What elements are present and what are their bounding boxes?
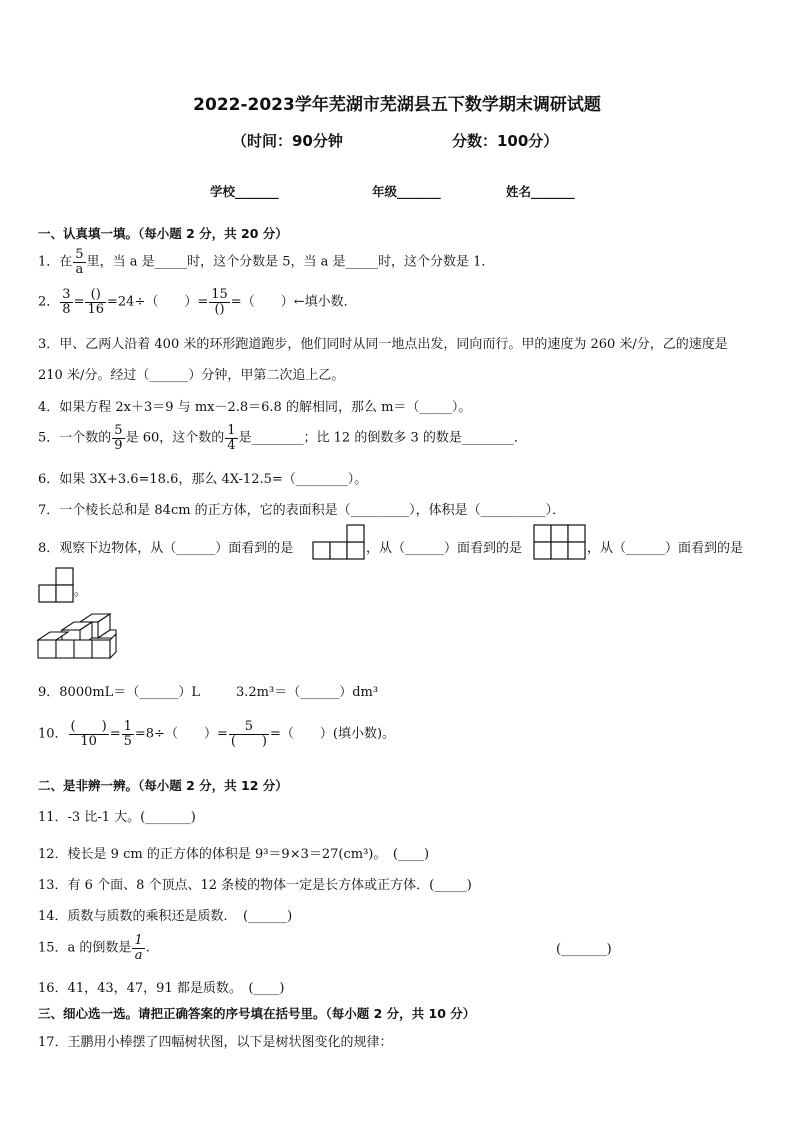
- q2-fraction-3: [209, 288, 230, 316]
- q10-f2-den: 5: [123, 733, 132, 749]
- question-7: 7．一个棱长总和是 84cm 的正方体，它的表面积是（_________），体积是（__________）．: [38, 503, 566, 518]
- view2-cell: [568, 525, 585, 542]
- q5-fraction-1: [112, 424, 124, 452]
- view2-cell: [551, 542, 568, 559]
- q10-fraction-3: [229, 720, 269, 748]
- question-15-answer-blank: (_______): [556, 942, 612, 957]
- question-2: [38, 288, 357, 316]
- question-3-line-1: 3．甲、乙两人沿着 400 米的环形跑道跑步，他们同时从同一地点出发，同向而行。甲的速度为 260 米/分，乙的速度是: [38, 337, 728, 352]
- question-12: 12．棱长是 9 cm 的正方体的体积是 9³＝9×3＝27(cm³)。 (____): [38, 847, 430, 862]
- view-grid-1: [312, 523, 366, 561]
- q5-f1-num: 5: [114, 423, 123, 438]
- q1-fraction: [73, 248, 85, 276]
- grade-field: 年级_______: [372, 184, 441, 199]
- q10-f3-den: ( ): [230, 733, 267, 749]
- view1-cell: [313, 542, 330, 559]
- q10-eq: =: [109, 726, 121, 742]
- view3-cell: [56, 568, 73, 585]
- question-13: 13．有 6 个面、8 个顶点、12 条棱的物体一定是长方体或正方体．(_____): [38, 878, 472, 893]
- view1-cell: [347, 542, 364, 559]
- exam-score: 分数：100分）: [452, 132, 559, 150]
- q5-f2-num: 1: [227, 423, 236, 438]
- view-grid-3: [38, 566, 76, 604]
- q1-text-post: 里，当 a 是_____时，这个分数是 5，当 a 是_____时，这个分数是 1．: [86, 254, 495, 270]
- q1-text-pre: 1．在: [38, 254, 73, 270]
- q1-frac-num: 5: [75, 247, 84, 262]
- q2-f3-num: 15: [211, 287, 228, 302]
- q10-f1-num: ( ): [70, 719, 107, 734]
- q10-f2-num: 1: [123, 719, 132, 734]
- view1-cell: [347, 525, 364, 542]
- q2-f3-den: (): [214, 301, 225, 317]
- q5-text-mid: 是 60，这个数的: [125, 430, 225, 446]
- question-8-text-2: ，从（______）面看到的是: [366, 541, 523, 556]
- question-11: 11．-3 比-1 大。(_______): [38, 810, 196, 825]
- q10-text-post: =（ ）(填小数)。: [270, 726, 396, 742]
- q1-frac-den: a: [75, 261, 84, 277]
- view2-cell: [568, 542, 585, 559]
- view2-cell: [551, 525, 568, 542]
- question-4: 4．如果方程 2x＋3＝9 与 mx－2.8＝6.8 的解相同，那么 m＝（_____）。: [38, 400, 472, 415]
- q10-f3-num: 5: [229, 720, 269, 735]
- q10-fraction-1: [69, 720, 109, 748]
- question-10: [38, 720, 395, 748]
- q2-f2-num: (): [85, 288, 106, 303]
- q5-fraction-2: [225, 424, 237, 452]
- q2-text-post: =（ ）←填小数．: [230, 294, 357, 310]
- q15-fraction: [132, 934, 144, 962]
- q2-fraction-1: [60, 288, 72, 316]
- q15-text-post: .: [145, 940, 150, 956]
- q2-f1-num: 3: [62, 287, 71, 302]
- question-5: [38, 424, 527, 452]
- page-title: 2022-2023学年芜湖市芜湖县五下数学期末调研试题: [193, 95, 601, 115]
- q5-f2-den: 4: [227, 437, 236, 453]
- question-8-text-1: 8．观察下边物体，从（______）面看到的是: [38, 541, 294, 556]
- exam-time: （时间：90分钟: [232, 132, 343, 150]
- section-1-heading: 一、认真填一填。（每小题 2 分，共 20 分）: [38, 226, 288, 241]
- q2-fraction-2: [85, 288, 106, 316]
- question-1: [38, 248, 494, 276]
- view3-cell: [39, 585, 56, 602]
- question-17: 17．王鹏用小棒摆了四幅树状图，以下是树状图变化的规律：: [38, 1035, 393, 1050]
- name-field: 姓名_______: [506, 184, 575, 199]
- section-3-heading: 三、细心选一选。请把正确答案的序号填在括号里。（每小题 2 分，共 10 分）: [38, 1006, 476, 1021]
- q2-text-mid: =24÷（ ）=: [107, 294, 209, 310]
- q10-text-mid: =8÷（ ）=: [134, 726, 228, 742]
- q2-f1-den: 8: [62, 301, 71, 317]
- section-2-heading: 二、是非辨一辨。（每小题 2 分，共 12 分）: [38, 778, 288, 793]
- question-3-line-2: 210 米/分。经过（______）分钟，甲第二次追上乙。: [38, 368, 345, 383]
- question-8-text-3: ，从（______）面看到的是: [587, 541, 744, 556]
- view3-cell: [56, 585, 73, 602]
- q5-f1-den: 9: [114, 437, 123, 453]
- view1-cell: [330, 542, 347, 559]
- question-15: [38, 934, 150, 962]
- question-8-end: 。: [74, 584, 88, 599]
- cube-stack-figure: [36, 612, 120, 662]
- question-6: 6．如果 3X+3.6=18.6，那么 4X-12.5=（________）。: [38, 472, 368, 487]
- q15-frac-den: a: [134, 947, 143, 963]
- q5-text-post: 是________；比 12 的倒数多 3 的数是________．: [238, 430, 527, 446]
- view-grid-2: [533, 523, 587, 561]
- q2-f2-den: 16: [87, 301, 105, 317]
- q10-text-pre: 10．: [38, 726, 68, 742]
- view2-cell: [534, 525, 551, 542]
- q5-text-pre: 5．一个数的: [38, 430, 112, 446]
- q10-f1-den: 10: [80, 733, 97, 749]
- q10-fraction-2: [122, 720, 134, 748]
- q15-text-pre: 15．a 的倒数是: [38, 940, 132, 956]
- q2-eq: =: [73, 294, 85, 310]
- question-9-part-a: 9．8000mL＝（______）L: [38, 685, 200, 700]
- q2-text-pre: 2．: [38, 294, 60, 310]
- question-16: 16．41，43，47，91 都是质数。 (____): [38, 981, 285, 996]
- view2-cell: [534, 542, 551, 559]
- question-9-part-b: 3.2m³＝（______）dm³: [236, 685, 379, 700]
- q15-frac-num: 1: [134, 933, 143, 948]
- question-14: 14．质数与质数的乘积还是质数． (______): [38, 909, 293, 924]
- school-field: 学校_______: [210, 184, 279, 199]
